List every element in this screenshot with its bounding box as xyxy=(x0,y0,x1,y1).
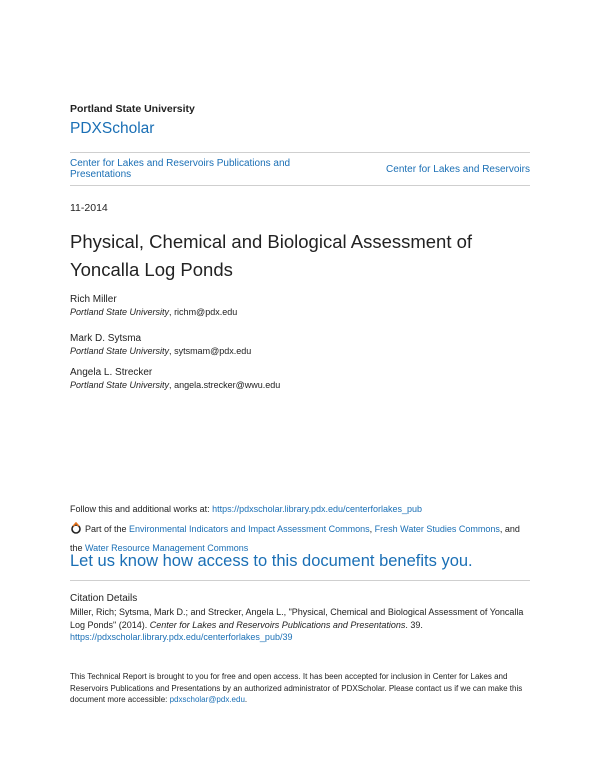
citation-number: . 39. xyxy=(405,619,423,630)
notice-text: This Technical Report is brought to you for free and open access. It has been accepted for inclusion in Center for Lakes and Reservoirs Publications and Presentations by an authorized administrator of PDXScholar. Please contact us if we can make this document more accessible: xyxy=(70,672,523,704)
divider-bottom xyxy=(70,185,530,186)
series-link[interactable]: Center for Lakes and Reservoirs Publications and Presentations xyxy=(70,158,291,180)
part-of-prefix: Part of the xyxy=(85,524,130,534)
divider-citation xyxy=(70,580,530,581)
divider-top xyxy=(70,152,530,153)
comma: , xyxy=(169,346,175,356)
author-block xyxy=(70,367,280,390)
author-name: Rich Miller xyxy=(70,294,117,305)
access-notice xyxy=(70,671,540,706)
author-name: Angela L. Strecker xyxy=(70,367,153,378)
fresh-water-studies-link[interactable]: Fresh Water Studies Commons xyxy=(374,524,500,534)
author-institution: Portland State University xyxy=(70,307,170,317)
author-email: sytsmam@pdx.edu xyxy=(174,346,252,356)
department-link[interactable]: Center for Lakes and Reservoirs xyxy=(386,164,530,175)
water-resource-management-link[interactable]: Water Resource Management Commons xyxy=(85,543,249,553)
contact-email-link[interactable]: pdxscholar@pdx.edu xyxy=(169,695,245,704)
citation-url-link[interactable]: https://pdxscholar.library.pdx.edu/centerforlakes_pub/39 xyxy=(70,632,293,642)
author-affiliation xyxy=(70,380,280,390)
author-block xyxy=(70,333,251,356)
author-affiliation xyxy=(70,307,237,317)
environmental-indicators-link[interactable]: Environmental Indicators and Impact Assessment Commons xyxy=(129,524,370,534)
open-access-icon xyxy=(70,522,82,534)
university-name: Portland State University xyxy=(70,103,195,115)
author-affiliation xyxy=(70,346,251,356)
collection-url-link[interactable]: https://pdxscholar.library.pdx.edu/centerforlakes_pub xyxy=(212,504,423,514)
citation-authors-title: Miller, Rich; Sytsma, Mark D.; and Strecker, Angela L., "Physical, Chemical and Biological Assessment of Yoncalla Log Ponds" (2014). xyxy=(70,607,524,630)
author-institution: Portland State University xyxy=(70,346,170,356)
citation-text xyxy=(70,606,540,644)
author-email: richm@pdx.edu xyxy=(174,307,238,317)
pdxscholar-link[interactable]: PDXScholar xyxy=(70,120,155,137)
author-name: Mark D. Sytsma xyxy=(70,333,142,344)
author-email: angela.strecker@wwu.edu xyxy=(174,380,281,390)
feedback-link[interactable]: Let us know how access to this document benefits you. xyxy=(70,552,473,570)
author-institution: Portland State University xyxy=(70,380,170,390)
follow-line xyxy=(70,504,422,514)
publication-date: 11-2014 xyxy=(70,202,108,214)
follow-text: Follow this and additional works at: xyxy=(70,504,213,514)
citation-series: Center for Lakes and Reservoirs Publications and Presentations xyxy=(149,619,406,630)
comma: , xyxy=(169,307,175,317)
separator: , and the xyxy=(70,524,520,553)
notice-end: . xyxy=(244,695,248,704)
citation-heading: Citation Details xyxy=(70,593,138,604)
separator: , xyxy=(369,524,375,534)
author-block xyxy=(70,294,237,317)
comma: , xyxy=(169,380,175,390)
document-title: Physical, Chemical and Biological Assessment of Yoncalla Log Ponds xyxy=(70,231,473,280)
